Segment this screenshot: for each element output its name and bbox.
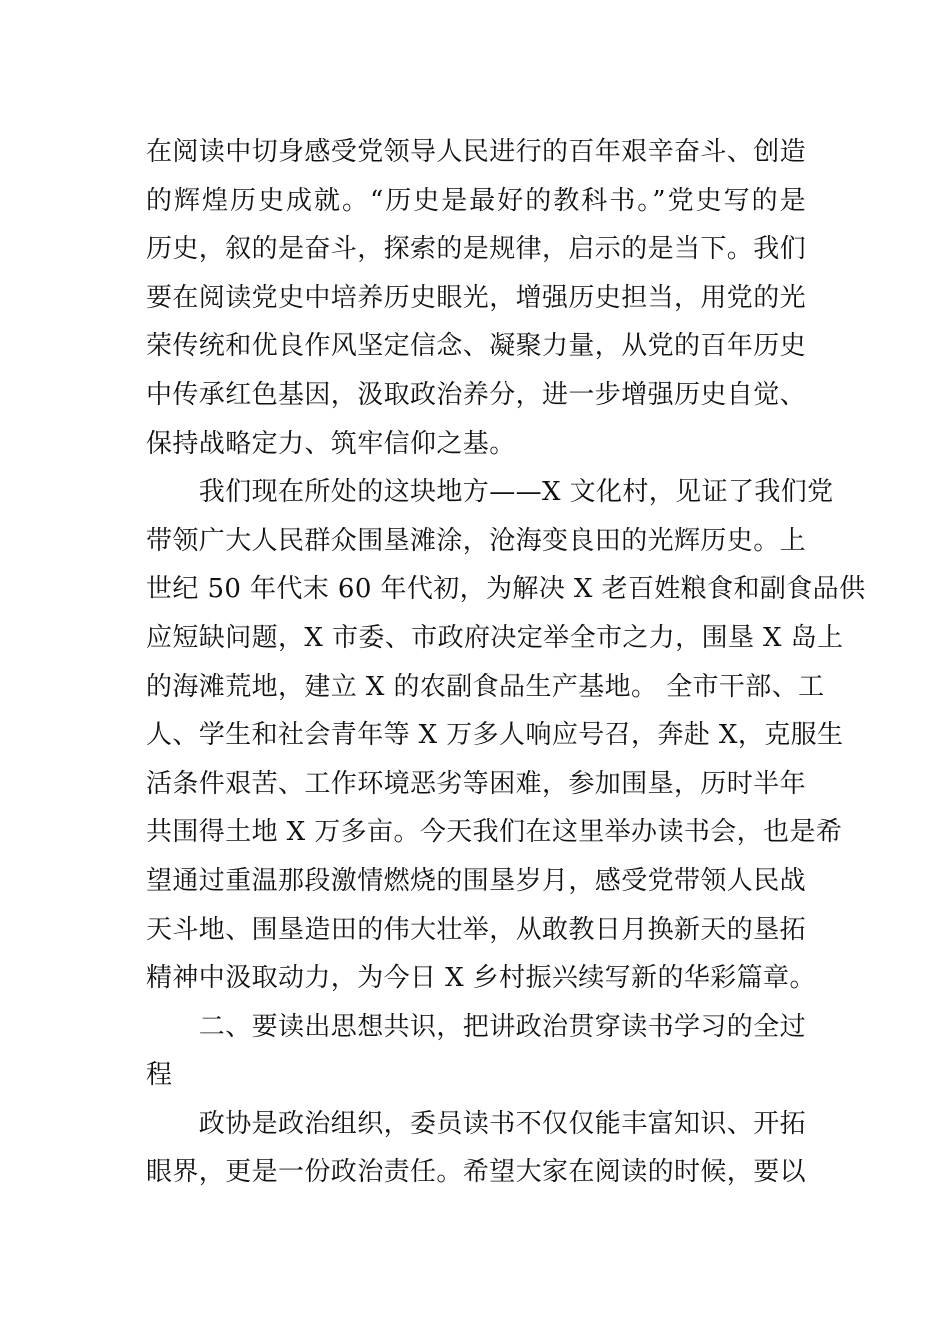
text-line: 精神中汲取动力，为今日 X 乡村振兴续写新的华彩篇章。 xyxy=(146,963,816,994)
text-line: 在阅读中切身感受党领导人民进行的百年艰辛奋斗、创造 xyxy=(146,137,807,167)
text-line: 共围得土地 X 万多亩。今天我们在这里举办读书会，也是希 xyxy=(146,817,843,848)
text-line: 天斗地、围垦造田的伟大壮举，从敢教日月换新天的垦拓 xyxy=(146,914,807,945)
text-line: 应短缺问题，X 市委、市政府决定举全市之力，围垦 X 岛上 xyxy=(146,622,844,653)
text-line: 政协是政治组织，委员读书不仅仅能丰富知识、开拓 xyxy=(146,1108,807,1139)
text-line: 眼界，更是一份政治责任。希望大家在阅读的时候，要以 xyxy=(146,1157,807,1188)
text-line: 中传承红色基因，汲取政治养分，进一步增强历史自觉、 xyxy=(146,379,807,410)
text-line: 要在阅读党史中培养历史眼光，增强历史担当，用党的光 xyxy=(146,282,807,313)
text-line: 望通过重温那段激情燃烧的围垦岁月，感受党带领人民战 xyxy=(146,865,807,896)
text-line: 人、学生和社会青年等 X 万多人响应号召，奔赴 X，克服生 xyxy=(146,720,844,751)
section-heading-line: 二、要读出思想共识，把讲政治贯穿读书学习的全过 xyxy=(146,1011,807,1042)
text-line: 的海滩荒地，建立 X 的农副食品生产基地。 全市干部、工 xyxy=(146,671,825,702)
text-line: 荣传统和优良作风坚定信念、凝聚力量，从党的百年历史 xyxy=(146,331,807,362)
text-line: 世纪 50 年代末 60 年代初，为解决 X 老百姓粮食和副食品供 xyxy=(146,574,866,605)
text-line: 带领广大人民群众围垦滩涂，沧海变良田的光辉历史。上 xyxy=(146,525,807,556)
text-line: 我们现在所处的这块地方——X 文化村，见证了我们党 xyxy=(146,477,834,508)
text-line: 活条件艰苦、工作环境恶劣等困难，参加围垦，历时半年 xyxy=(146,768,807,799)
document-body xyxy=(146,128,866,1197)
section-heading-line: 程 xyxy=(146,1060,173,1091)
text-line: 历史，叙的是奋斗，探索的是规律，启示的是当下。我们 xyxy=(146,234,807,265)
text-line: 保持战略定力、筑牢信仰之基。 xyxy=(146,428,516,459)
text-line: 的辉煌历史成就。“历史是最好的教科书。”党史写的是 xyxy=(146,185,806,216)
